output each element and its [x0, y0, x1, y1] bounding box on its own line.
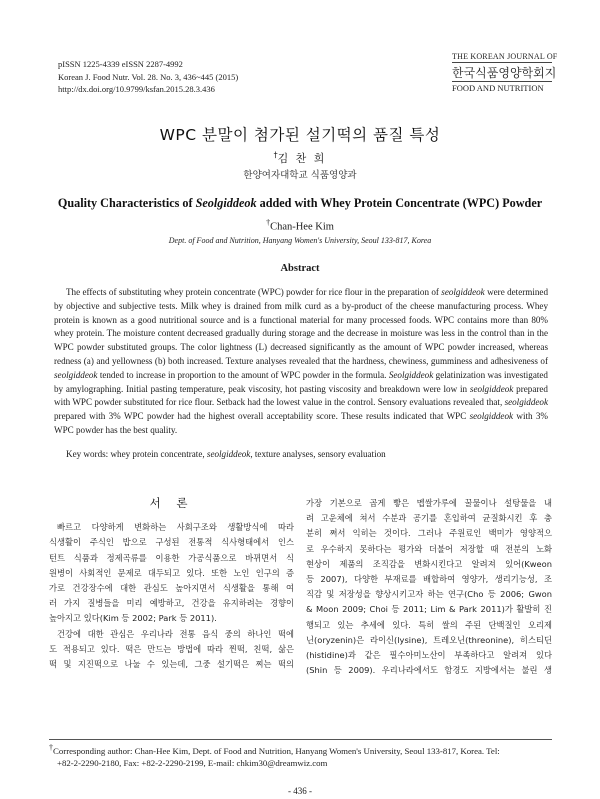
doi-link[interactable]: http://dx.doi.org/10.9799/ksfan.2015.28.3.436 — [58, 84, 215, 94]
paper-title-en: Quality Characteristics of Seolgiddeok added with Whey Protein Concentrate (WPC) Powder — [57, 196, 543, 210]
footnote-rule — [49, 739, 552, 740]
abstract-heading: Abstract — [280, 263, 320, 274]
right-column-text — [306, 496, 552, 678]
abstract-body: The effects of substituting whey protein concentrate (WPC) powder for rice flour in the preparation of seolgiddeok were determined by objective and subjective tests. Milk whey is drained from milk curd as a by-product of the cheese manufacturing process. Whey protein is known as a good nutritional source and is a functional material for many processed foods. WPC contains more than 80% whey protein. The moisture content decreased gradually during storage and the decrease in moisture was less in the control than in the WPC powder substituted groups. The color lightness (L) decreased significantly as the amount of WPC powder increased, whereas redness (a) and yellowness (b) both increased. Texture analyses revealed that the hardness, chewiness, gumminess and adhesiveness of seolgiddeok tended to increase in proportion to the amount of WPC powder in the formula. Seolgiddeok gelatinization was investigated by amylographing. Initial pasting temperature, peak viscosity, hot pasting viscosity and breakdown were low in seolgiddeok prepared with WPC powder substituted for rice flour. Setback had the lowest value in the control. Sensory evaluations revealed that, seolgiddeok prepared with 3% WPC powder had the highest overall acceptability score. These results indicated that WPC seolgiddeok with 3% WPC powder has the best quality. — [54, 287, 548, 435]
journal-name-en: THE KOREAN JOURNAL OF — [452, 52, 558, 61]
body-text-line: 닌(oryzenin)은 라이신(lysine), 트레오닌(threonine), 히스티딘 — [306, 634, 552, 645]
author-name-en: Chan-Hee Kim — [270, 221, 334, 233]
body-text-line: & Moon 2009; Choi 등 2011; Lim & Park 2011)가 활발히 진 — [306, 604, 552, 615]
corresponding-mark: † — [273, 150, 278, 160]
paper-title-kr: WPC 분말이 첨가된 설기떡의 품질 특성 — [159, 126, 441, 144]
body-text-line: 빠르고 다양하게 변화하는 사회구조와 생활방식에 따라 — [57, 522, 294, 533]
author-name-kr: 김 찬 희 — [277, 152, 327, 165]
citation-block — [58, 58, 238, 96]
author-en — [0, 218, 600, 233]
body-text-line: 높아지고 있다(Kim 등 2002; Park 등 2011). — [49, 613, 217, 624]
affiliation-en: Dept. of Food and Nutrition, Hanyang Women's University, Seoul 133-817, Korea — [168, 236, 432, 245]
body-text-line: 분히 쪄서 익히는 것이다. 그러나 주원료인 백미가 영양적으 — [306, 528, 552, 539]
page-number: - 436 - — [288, 786, 312, 796]
body-text-line: 식생활이 주식인 밥으로 구성된 전통적 식사형태에서 인스 — [49, 537, 294, 548]
citation-line: Korean J. Food Nutr. Vol. 28. No. 3, 436~445 (2015) — [58, 71, 239, 82]
body-text-line: (histidine)과 같은 필수아미노산이 부족하다고 알려져 있다 — [306, 649, 552, 660]
body-text-line: 직감 및 저장성을 향상시키고자 하는 연구(Cho 등 2006; Gwon — [306, 589, 552, 600]
body-text-line: 려 고운체에 쳐서 수분과 공기를 혼입하여 균질화시킨 후 충 — [306, 513, 552, 524]
affiliation-kr: 한양여자대학교 식품영양과 — [243, 170, 357, 181]
body-text-line: (Shin 등 2009). 우리나라에서도 함경도 지방에서는 불린 생 — [306, 665, 552, 676]
journal-logo — [452, 52, 558, 93]
body-text-line: 가장 기본으로 곱게 빻은 멥쌀가루에 꿀물이나 설탕물을 내 — [306, 498, 552, 508]
body-text-line: 도 적용되고 있다. 떡은 만드는 방법에 따라 찐떡, 친떡, 삶은 — [49, 643, 294, 654]
body-text-line: 현상이 제품의 조직감을 변화시킨다고 알려져 있어(Kweon — [306, 558, 552, 569]
body-text-line: 떡 및 지진떡으로 나눌 수 있는데, 그중 설기떡은 찌는 떡의 — [49, 658, 294, 669]
body-column-right — [306, 496, 552, 678]
section-heading-introduction: 서 론 — [149, 496, 194, 510]
body-text-line: 행되고 있는 추세에 있다. 특히 쌀의 주된 단백질인 오리제 — [306, 619, 552, 630]
corresponding-mark-en: † — [266, 218, 271, 227]
body-text-line: 가로 건강장수에 대한 관심도 높아지면서 식생활을 통해 여 — [49, 582, 294, 593]
issn-line: pISSN 1225-4339 eISSN 2287-4992 — [58, 59, 183, 69]
journal-name-fn: FOOD AND NUTRITION — [452, 81, 552, 93]
body-column-left — [49, 496, 294, 672]
body-text-line: 로 우수하지 못하다는 평가와 더불어 저장할 때 전분의 노화 — [306, 543, 552, 554]
body-text-line: 턴트 식품과 정제곡류를 이용한 가공식품으로 바뀌면서 식 — [49, 552, 294, 563]
left-column-text — [49, 520, 294, 672]
body-text-line: 원병이 사회적인 문제로 대두되고 있다. 또한 노인 인구의 증 — [49, 567, 294, 578]
keywords: Key words: whey protein concentrate, seolgiddeok, texture analyses, sensory evaluation — [66, 449, 386, 459]
body-text-line: 러 가지 질병들을 미리 예방하고, 건강을 유지하려는 경향이 — [49, 598, 294, 609]
author-kr — [0, 150, 600, 166]
journal-name-kr: 한국식품영양학회지 — [452, 66, 557, 80]
body-text-line: 등 2007), 다양한 부재료를 배합하여 영양가, 생리기능성, 조 — [306, 573, 552, 584]
corresponding-author-footnote: †Corresponding author: Chan-Hee Kim, Dept. of Food and Nutrition, Hanyang Women's University, Seoul 133-817, Korea. Tel: +82-2-2290-2180, Fax: +82-2-2290-2199, E-mail: chkim30@dreamwiz.com — [49, 743, 500, 768]
body-text-line: 건강에 대한 관심은 우리나라 전통 음식 중의 하나인 떡에 — [57, 628, 294, 639]
